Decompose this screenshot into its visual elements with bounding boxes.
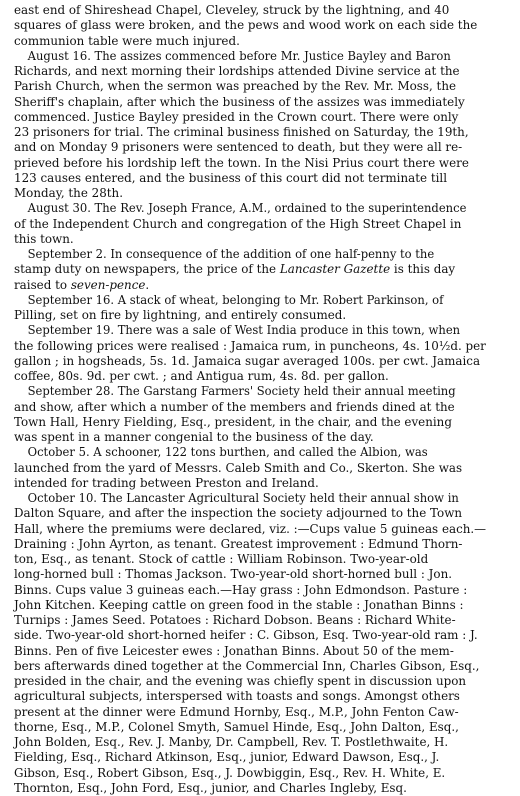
text-line: and on Monday 9 prisoners were sentenced to death, but they were all re- [14, 140, 463, 155]
text-line: September 28. The Garstang Farmers' Society held their annual meeting [27, 384, 456, 399]
paragraph-august-16 [14, 49, 512, 202]
text-line: coffee, 80s. 9d. per cwt. ; and Antigua rum, 4s. 8d. per gallon. [14, 369, 389, 383]
text-line: August 16. The assizes commenced before Mr. Justice Bayley and Baron [27, 48, 451, 63]
paragraph-september-19 [14, 323, 512, 384]
text-line: Monday, the 28th. [14, 186, 123, 200]
text-line: September 2. In consequence of the addition of one half-penny to the [27, 247, 435, 261]
text-line: agricultural subjects, interspersed with toasts and songs. Amongst others [14, 689, 460, 704]
text-line: October 10. The Lancaster Agricultural Society held their annual show in [27, 491, 459, 505]
text-line: Gibson, Esq., Robert Gibson, Esq., J. Dowbiggin, Esq., Rev. H. White, E. [14, 765, 446, 780]
paragraph-continuation [14, 3, 512, 49]
text-line: 123 causes entered, and the business of this court did not terminate till [14, 170, 448, 185]
text-line: stamp duty on newspapers, the price of the Lancaster Gazette is this day [14, 262, 456, 277]
text-line: the following prices were realised : Jamaica rum, in puncheons, 4s. 10½d. per [14, 338, 486, 353]
text-line: and show, after which a number of the members and friends dined at the [14, 399, 455, 414]
paragraph-september-28 [14, 384, 512, 445]
text-line: 23 prisoners for trial. The criminal business finished on Saturday, the 19th, [14, 125, 469, 139]
text-line: communion table were much injured. [14, 33, 240, 48]
text-line: Binns. Cups value 3 guineas each.—Hay grass : John Edmondson. Pasture : [14, 582, 468, 597]
text-line: Draining : John Ayrton, as tenant. Greatest improvement : Edmund Thorn- [14, 536, 463, 551]
text-line: gallon ; in hogsheads, 5s. 1d. Jamaica sugar averaged 100s. per cwt. Jamaica [14, 353, 481, 368]
text-line: was spent in a manner congenial to the business of the day. [14, 430, 374, 444]
text-line: presided in the chair, and the evening was chiefly spent in discussion upon [14, 674, 467, 688]
text-line: Turnips : James Seed. Potatoes : Richard Dobson. Beans : Richard White- [14, 613, 456, 627]
text-line: John Bolden, Esq., Rev. J. Manby, Dr. Campbell, Rev. T. Postlethwaite, H. [14, 735, 449, 749]
text-line: ton, Esq., as tenant. Stock of cattle : William Robinson. Two-year-old [14, 552, 429, 566]
text-line: Fielding, Esq., Richard Atkinson, Esq., junior, Edward Dawson, Esq., J. [14, 750, 440, 765]
text-line: thorne, Esq., M.P., Colonel Smyth, Samuel Hinde, Esq., John Dalton, Esq., [14, 719, 459, 734]
text-line: Thornton, Esq., John Ford, Esq., junior, and Charles Ingleby, Esq. [14, 780, 407, 795]
paragraph-september-2 [14, 247, 512, 293]
text-line: prieved before his lordship left the town. In the Nisi Prius court there were [14, 155, 469, 170]
text-line: intended for trading between Preston and Ireland. [14, 475, 319, 490]
text-line: Town Hall, Henry Fielding, Esq., president, in the chair, and the evening [14, 414, 452, 429]
text-line: side. Two-year-old short-horned heifer : C. Gibson, Esq. Two-year-old ram : J. [14, 628, 478, 643]
text-line: Sheriff's chaplain, after which the business of the assizes was immediately [14, 94, 465, 109]
text-line: Dalton Square, and after the inspection the society adjourned to the Town [14, 506, 463, 521]
text-line: this town. [14, 231, 74, 246]
text-line: bers afterwards dined together at the Commercial Inn, Charles Gibson, Esq., [14, 658, 480, 673]
paragraph-october-10 [14, 491, 512, 796]
paragraph-october-5 [14, 445, 512, 491]
text-line: present at the dinner were Edmund Hornby, Esq., M.P., John Fenton Caw- [14, 704, 459, 719]
text-line: Binns. Pen of five Leicester ewes : Jonathan Binns. About 50 of the mem- [14, 643, 454, 658]
text-line: of the Independent Church and congregation of the High Street Chapel in [14, 216, 462, 231]
paragraph-september-16 [14, 293, 512, 324]
text-line: east end of Shireshead Chapel, Cleveley, struck by the lightning, and 40 [14, 3, 450, 17]
text-line: September 16. A stack of wheat, belonging to Mr. Robert Parkinson, of [27, 292, 444, 307]
text-line: August 30. The Rev. Joseph France, A.M., ordained to the superintendence [27, 201, 467, 216]
text-line: September 19. There was a sale of West India produce in this town, when [27, 323, 461, 338]
text-line: October 5. A schooner, 122 tons burthen, and called the Albion, was [27, 445, 428, 460]
text-line: Richards, and next morning their lordships attended Divine service at the [14, 64, 460, 78]
text-line: Parish Church, when the sermon was preached by the Rev. Mr. Moss, the [14, 79, 457, 94]
text-line: launched from the yard of Messrs. Caleb Smith and Co., Skerton. She was [14, 460, 463, 475]
text-line: Pilling, set on fire by lightning, and entirely consumed. [14, 308, 347, 322]
text-line: raised to seven-pence. [14, 277, 150, 292]
text-line: commenced. Justice Bayley presided in the Crown court. There were only [14, 109, 459, 124]
paragraph-august-30 [14, 201, 512, 247]
text-line: squares of glass were broken, and the pews and wood work on each side the [14, 18, 478, 33]
text-line: long-horned bull : Thomas Jackson. Two-year-old short-horned bull : Jon. [14, 567, 453, 582]
text-line: Hall, where the premiums were declared, viz. :—Cups value 5 guineas each.— [14, 521, 487, 536]
text-line: John Kitchen. Keeping cattle on green food in the stable : Jonathan Binns : [14, 597, 464, 612]
